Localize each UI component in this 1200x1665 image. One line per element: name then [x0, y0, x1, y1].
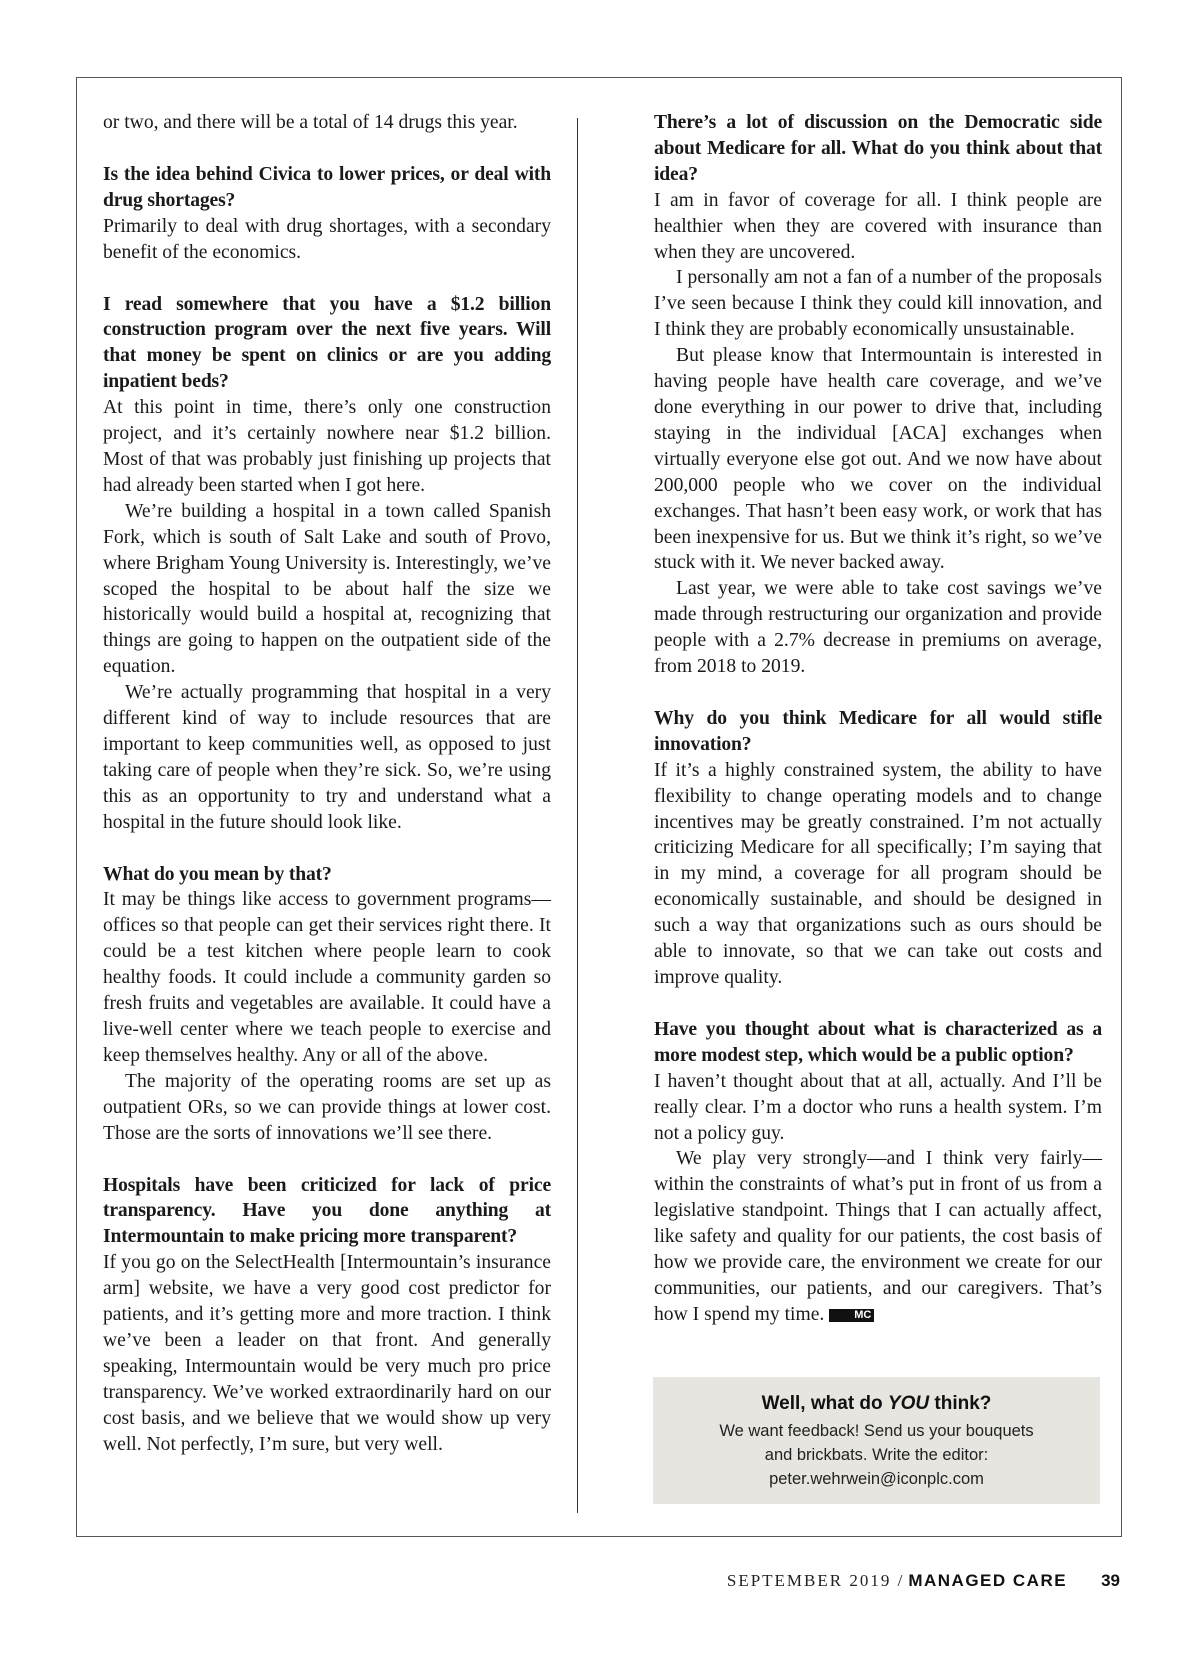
answer: We’re actually programming that hospital in a very different kind of way to include resources that are important to keep communities well, as opposed to just taking care of people when they’re sick. So, we’re using this as an opportunity to try and understand what a hospital in the future should look like. — [103, 682, 551, 833]
editor-email-link[interactable]: peter.wehrwein@iconplc.com — [769, 1470, 984, 1488]
answer-text: We play very strongly—and I think very fairly—within the constraints of what’s put in front of us from a legislative standpoint. Things that I can actually affect, like safety and quality for our patients, the cost basis of how we provide care, the environment we create for our communities, our patients, and our caregivers. That’s how I spend my time. — [654, 1148, 1102, 1325]
question: I read somewhere that you have a $1.2 billion construction program over the next five years. Will that money be spent on clinics or are you adding inpatient beds? — [103, 293, 551, 393]
issue-date: SEPTEMBER 2019 / — [726, 1571, 905, 1590]
feedback-heading: Well, what do YOU think? — [761, 1393, 992, 1414]
question: Have you thought about what is characterized as a more modest step, which would be a public option? — [654, 1018, 1102, 1066]
feedback-body — [653, 1419, 1100, 1491]
feedback-line: and brickbats. Write the editor: — [764, 1446, 989, 1464]
answer: We’re building a hospital in a town called Spanish Fork, which is south of Salt Lake and south of Provo, where Brigham Young University is. Interestingly, we’ve scoped the hospital to be about half the size we historically would build a hospital at, recognizing that things are going to happen on the outpatient side of the equation. — [103, 500, 551, 678]
question: Hospitals have been criticized for lack of price transparency. Have you done anything at Intermountain to make pricing more transparent? — [103, 1174, 551, 1248]
feedback-line: We want feedback! Send us your bouquets — [719, 1422, 1034, 1440]
magazine-name: MANAGED CARE — [908, 1571, 1068, 1590]
answer: But please know that Intermountain is interested in having people have health care coverage, and we’ve done everything in our power to drive that, including staying in the individual [ACA] exchanges when virtually everyone else got out. And we now have about 200,000 people who we cover on the individual exchanges. That hasn’t been easy work, or work that has been inexpensive for us. But we think it’s right, so we’ve stuck with it. We never backed away. — [654, 345, 1102, 574]
answer: If you go on the SelectHealth [Intermountain’s insurance arm] website, we have a very good cost predictor for patients, and it’s getting more and more traction. I think we’ve been a leader on that front. And generally speaking, Intermountain would be very much pro price transparency. We’ve worked extraordinarily hard on our cost basis, and we believe that we would show up very well. Not perfectly, I’m sure, but very well. — [103, 1252, 551, 1455]
page-number: 39 — [1101, 1571, 1120, 1590]
answer: I personally am not a fan of a number of the proposals I’ve seen because I think they could kill innovation, and I think they are probably economically unsustainable. — [654, 267, 1102, 341]
question: There’s a lot of discussion on the Democratic side about Medicare for all. What do you think about that idea? — [654, 112, 1102, 185]
answer: Last year, we were able to take cost savings we’ve made through restructuring our organization and provide people with a 2.7% decrease in premiums on average, from 2018 to 2019. — [654, 578, 1102, 678]
answer: I haven’t thought about that at all, actually. And I’ll be really clear. I’m a doctor who runs a health system. I’m not a policy guy. — [654, 1070, 1102, 1144]
answer: The majority of the operating rooms are set up as outpatient ORs, so we can provide things at lower cost. Those are the sorts of innovations we’ll see there. — [103, 1070, 551, 1144]
question: What do you mean by that? — [103, 863, 332, 885]
paragraph: or two, and there will be a total of 14 drugs this year. — [103, 112, 518, 133]
question: Why do you think Medicare for all would stifle innovation? — [654, 707, 1102, 755]
left-column — [103, 110, 551, 1458]
answer: Primarily to deal with drug shortages, with a secondary benefit of the economics. — [103, 215, 551, 263]
end-mark: MC — [829, 1309, 874, 1322]
feedback-box — [653, 1377, 1100, 1504]
answer — [654, 1146, 1102, 1327]
right-column — [654, 110, 1102, 1328]
page-footer — [727, 1571, 1120, 1591]
answer: At this point in time, there’s only one construction project, and it’s certainly nowhere near $1.2 billion. Most of that was probably just finishing up projects that had already been started when I got here. — [103, 397, 551, 496]
answer: If it’s a highly constrained system, the ability to have flexibility to change operating models and to change incentives may be greatly constrained. I’m not actually criticizing Medicare for all specifically; I’m saying that in my mind, a coverage for all program should be economically sustainable, and should be designed in such a way that organizations such as ours should be able to innovate, so that we can take out costs and improve quality. — [654, 759, 1102, 988]
answer: I am in favor of coverage for all. I think people are healthier when they are covered with insurance than when they are uncovered. — [654, 189, 1102, 263]
column-divider — [577, 118, 578, 1513]
question: Is the idea behind Civica to lower prices, or deal with drug shortages? — [103, 163, 551, 211]
answer: It may be things like access to government programs—offices so that people can get their services right there. It could be a test kitchen where people learn to cook healthy foods. It could include a community garden so fresh fruits and vegetables are available. It could have a live-well center where we teach people to exercise and keep themselves healthy. Any or all of the above. — [103, 889, 551, 1066]
